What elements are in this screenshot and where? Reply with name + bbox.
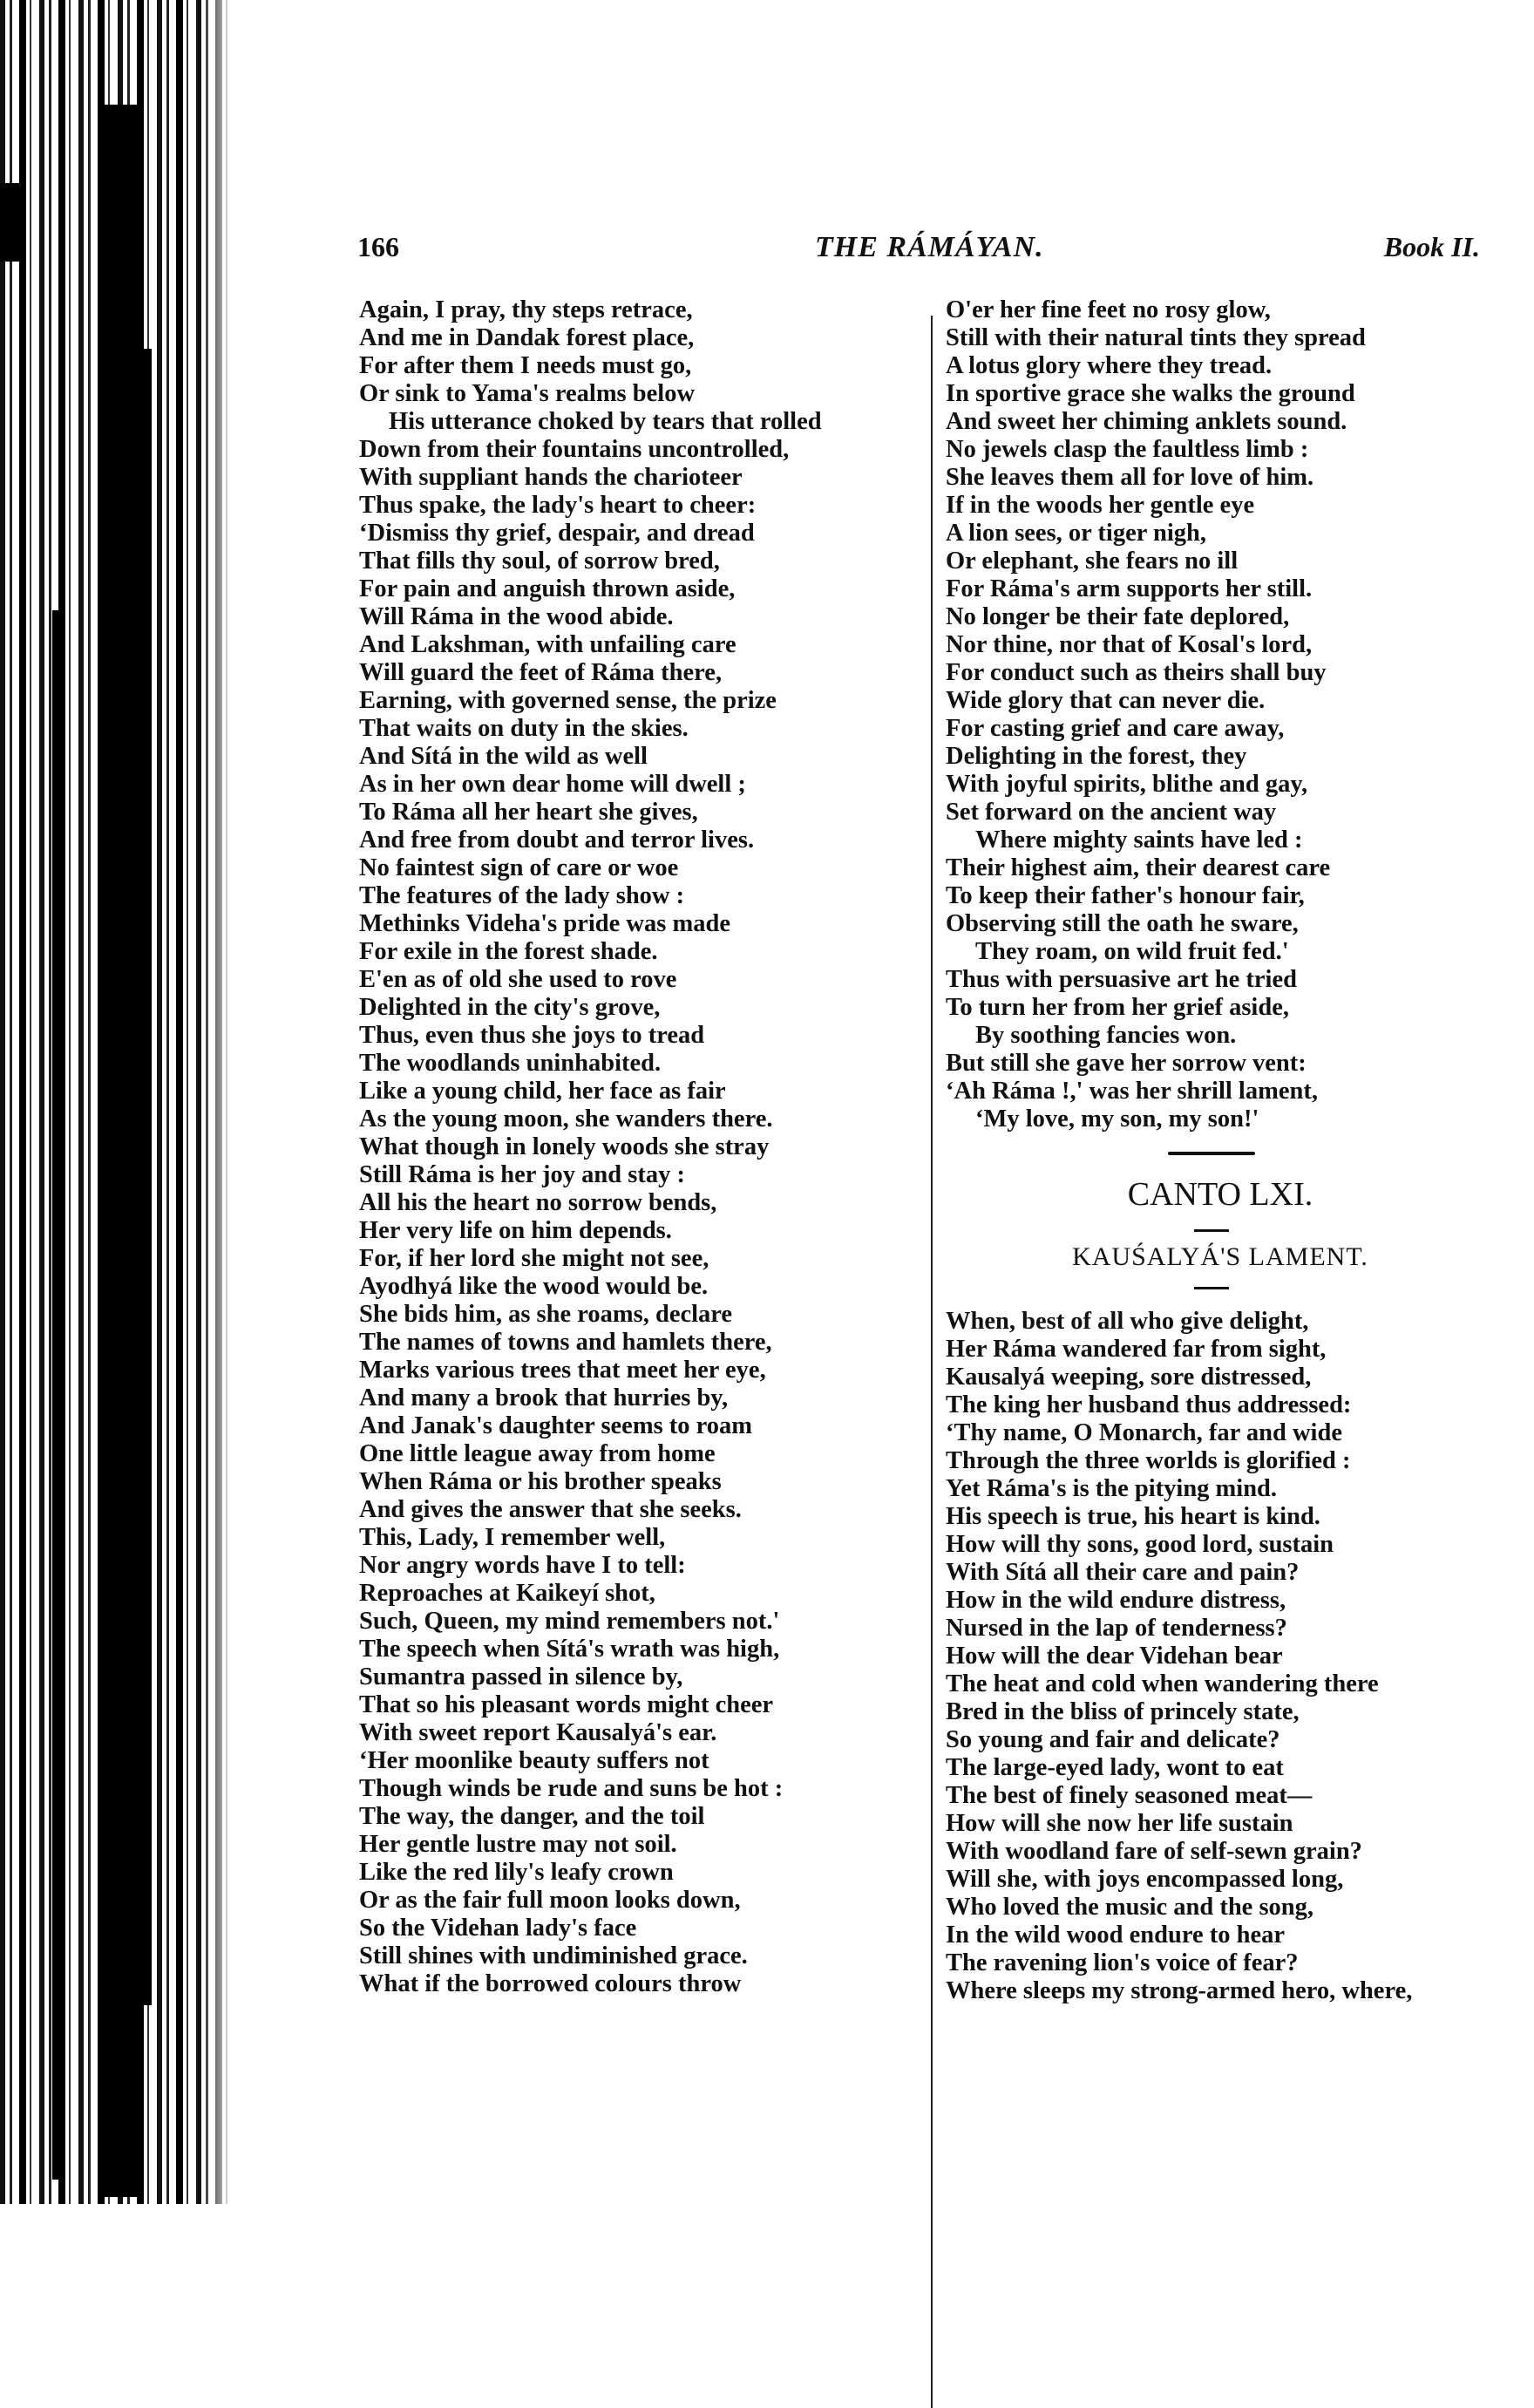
book-label: Book II. (1383, 231, 1480, 262)
verse-line: And Sítá in the wild as well (359, 743, 648, 770)
verse-line: Or sink to Yama's realms below (359, 380, 696, 407)
verse-line: Nor angry words have I to tell: (359, 1552, 686, 1579)
verse-line: Ayodhyá like the wood would be. (359, 1273, 709, 1300)
verse-line: Observing still the oath he sware, (946, 910, 1299, 937)
verse-line: His speech is true, his heart is kind. (946, 1503, 1320, 1530)
verse-line: The large-eyed lady, wont to eat (946, 1754, 1284, 1781)
verse-line: She leaves them all for love of him. (946, 464, 1314, 491)
verse-line: Earning, with governed sense, the prize (359, 687, 777, 714)
verse-line: And Lakshman, with unfailing care (359, 631, 736, 658)
verse-line: Will she, with joys encompassed long, (946, 1866, 1344, 1893)
book-binding-edge (0, 0, 235, 2204)
verse-line: The way, the danger, and the toil (359, 1803, 705, 1830)
canto-subtitle: KAUŚALYÁ'S LAMENT. (1072, 1242, 1368, 1271)
verse-line: With woodland fare of self-sewn grain? (946, 1838, 1362, 1865)
verse-line: Will guard the feet of Ráma there, (359, 659, 723, 686)
verse-line: Thus with persuasive art he tried (946, 966, 1297, 993)
verse-line: But still she gave her sorrow vent: (946, 1050, 1307, 1077)
verse-line: Where mighty saints have led : (975, 826, 1303, 854)
verse-line: Sumantra passed in silence by, (359, 1663, 683, 1690)
verse-line: The names of towns and hamlets there, (359, 1329, 772, 1356)
verse-line: A lotus glory where they tread. (946, 352, 1273, 379)
verse-line: Or as the fair full moon looks down, (359, 1887, 741, 1914)
verse-line: Still Ráma is her joy and stay : (359, 1161, 685, 1188)
verse-line: Such, Queen, my mind remembers not.' (359, 1608, 780, 1635)
verse-line: ‘My love, my son, my son!' (975, 1105, 1259, 1133)
verse-line: Who loved the music and the song, (946, 1894, 1314, 1921)
verse-line: Thus, even thus she joys to tread (359, 1022, 705, 1049)
verse-line: Through the three worlds is glorified : (946, 1447, 1351, 1474)
verse-line: Will Ráma in the wood abide. (359, 603, 674, 630)
verse-line: Her very life on him depends. (359, 1217, 672, 1244)
verse-line: ‘Dismiss thy grief, despair, and dread (359, 520, 755, 547)
verse-line: One little league away from home (359, 1440, 716, 1467)
verse-line: They roam, on wild fruit fed.' (975, 938, 1289, 965)
verse-line: No faintest sign of care or woe (359, 854, 679, 881)
verse-line: With suppliant hands the charioteer (359, 464, 743, 491)
verse-line: How will she now her life sustain (946, 1810, 1293, 1837)
verse-line: In the wild wood endure to hear (946, 1922, 1286, 1949)
verse-line: For after them I needs must go, (359, 352, 692, 379)
subtitle-rule (1194, 1287, 1229, 1289)
verse-line: His utterance choked by tears that rolled (389, 408, 822, 435)
verse-line: Kausalyá weeping, sore distressed, (946, 1364, 1312, 1391)
verse-line: For, if her lord she might not see, (359, 1245, 709, 1272)
verse-line: How will thy sons, good lord, sustain (946, 1531, 1334, 1558)
verse-line: And many a brook that hurries by, (359, 1384, 729, 1411)
verse-line: That so his pleasant words might cheer (359, 1691, 774, 1718)
verse-line: That fills thy soul, of sorrow bred, (359, 548, 720, 575)
right-column-bottom (946, 1308, 1495, 2005)
verse-line: With joyful spirits, blithe and gay, (946, 771, 1308, 798)
verse-line: To turn her from her grief aside, (946, 994, 1289, 1021)
verse-line: And Janak's daughter seems to roam (359, 1412, 753, 1439)
verse-line: And sweet her chiming anklets sound. (946, 408, 1347, 435)
verse-line: The king her husband thus addressed: (946, 1391, 1352, 1418)
verse-line: That waits on duty in the skies. (359, 715, 689, 742)
verse-line: Bred in the bliss of princely state, (946, 1698, 1300, 1725)
verse-line: Or elephant, she fears no ill (946, 548, 1239, 575)
verse-line: How will the dear Videhan bear (946, 1643, 1283, 1670)
verse-line: As in her own dear home will dwell ; (359, 771, 746, 798)
verse-line: For Ráma's arm supports her still. (946, 575, 1313, 602)
verse-line: To keep their father's honour fair, (946, 882, 1305, 909)
verse-line: In sportive grace she walks the ground (946, 380, 1355, 407)
verse-line: Though winds be rude and suns be hot : (359, 1775, 784, 1802)
verse-line: ‘Ah Ráma !,' was her shrill lament, (946, 1078, 1318, 1105)
verse-line: Like a young child, her face as fair (359, 1078, 726, 1105)
verse-line: ‘Her moonlike beauty suffers not (359, 1747, 709, 1774)
verse-line: Reproaches at Kaikeyí shot, (359, 1580, 655, 1607)
section-ornament (1168, 1152, 1255, 1155)
left-column (359, 296, 908, 1998)
page-number: 166 (357, 231, 399, 262)
verse-line: And me in Dandak forest place, (359, 324, 695, 351)
verse-line: By soothing fancies won. (975, 1022, 1237, 1049)
verse-line: O'er her fine feet no rosy glow, (946, 296, 1271, 323)
verse-line: With sweet report Kausalyá's ear. (359, 1719, 717, 1746)
verse-line: Down from their fountains uncontrolled, (359, 436, 790, 463)
verse-line: When Ráma or his brother speaks (359, 1468, 722, 1495)
verse-line: With Sítá all their care and pain? (946, 1559, 1300, 1586)
verse-line: Still shines with undiminished grace. (359, 1942, 748, 1969)
verse-line: No jewels clasp the faultless limb : (946, 436, 1309, 463)
verse-line: The woodlands uninhabited. (359, 1050, 662, 1077)
verse-line: As the young moon, she wanders there. (359, 1105, 773, 1133)
verse-line: The heat and cold when wandering there (946, 1670, 1379, 1697)
verse-line: Still with their natural tints they spread (946, 324, 1366, 351)
verse-line: Her Ráma wandered far from sight, (946, 1336, 1327, 1363)
verse-line: ‘Thy name, O Monarch, far and wide (946, 1419, 1342, 1446)
verse-line: The ravening lion's voice of fear? (946, 1949, 1299, 1976)
verse-line: Yet Ráma's is the pitying mind. (946, 1475, 1278, 1502)
title-rule (1194, 1229, 1229, 1232)
verse-line: And gives the answer that she seeks. (359, 1496, 742, 1523)
verse-line: For conduct such as theirs shall buy (946, 659, 1327, 686)
verse-line: Delighted in the city's grove, (359, 994, 661, 1021)
verse-line: Again, I pray, thy steps retrace, (359, 296, 693, 323)
verse-line: Marks various trees that meet her eye, (359, 1357, 766, 1384)
verse-line: E'en as of old she used to rove (359, 966, 677, 993)
verse-line: Her gentle lustre may not soil. (359, 1831, 677, 1858)
verse-line: She bids him, as she roams, declare (359, 1301, 733, 1328)
verse-line: Thus spake, the lady's heart to cheer: (359, 492, 757, 519)
verse-line: What though in lonely woods she stray (359, 1133, 770, 1160)
verse-line: So young and fair and delicate? (946, 1726, 1280, 1753)
verse-line: Nor thine, nor that of Kosal's lord, (946, 631, 1313, 658)
verse-line: Methinks Videha's pride was made (359, 910, 730, 937)
verse-line: The speech when Sítá's wrath was high, (359, 1636, 780, 1663)
verse-line: Their highest aim, their dearest care (946, 854, 1331, 881)
verse-line: Delighting in the forest, they (946, 743, 1247, 770)
right-column-top (946, 296, 1495, 1133)
verse-line: Set forward on the ancient way (946, 799, 1277, 826)
verse-line: So the Videhan lady's face (359, 1915, 637, 1942)
verse-line: A lion sees, or tiger nigh, (946, 520, 1206, 547)
verse-line: And free from doubt and terror lives. (359, 826, 755, 854)
verse-line: Nursed in the lap of tenderness? (946, 1615, 1287, 1642)
verse-line: For pain and anguish thrown aside, (359, 575, 736, 602)
verse-line: No longer be their fate deplored, (946, 603, 1290, 630)
verse-line: For exile in the forest shade. (359, 938, 658, 965)
verse-line: The best of finely seasoned meat— (946, 1782, 1313, 1809)
verse-line: What if the borrowed colours throw (359, 1970, 742, 1997)
verse-line: Wide glory that can never die. (946, 687, 1266, 714)
verse-line: Like the red lily's leafy crown (359, 1859, 674, 1886)
verse-line: The features of the lady show : (359, 882, 685, 909)
canto-title: CANTO LXI. (1127, 1176, 1313, 1213)
verse-line: Where sleeps my strong-armed hero, where, (946, 1977, 1413, 2004)
running-title: THE RÁMÁYAN. (815, 231, 1044, 263)
verse-line: How in the wild endure distress, (946, 1587, 1286, 1614)
verse-line: For casting grief and care away, (946, 715, 1285, 742)
verse-line: This, Lady, I remember well, (359, 1524, 666, 1551)
verse-line: When, best of all who give delight, (946, 1308, 1309, 1335)
page-header (357, 231, 1490, 275)
verse-line: To Ráma all her heart she gives, (359, 799, 698, 826)
verse-line: All his the heart no sorrow bends, (359, 1189, 717, 1216)
verse-line: If in the woods her gentle eye (946, 492, 1255, 519)
column-divider (931, 316, 933, 2408)
